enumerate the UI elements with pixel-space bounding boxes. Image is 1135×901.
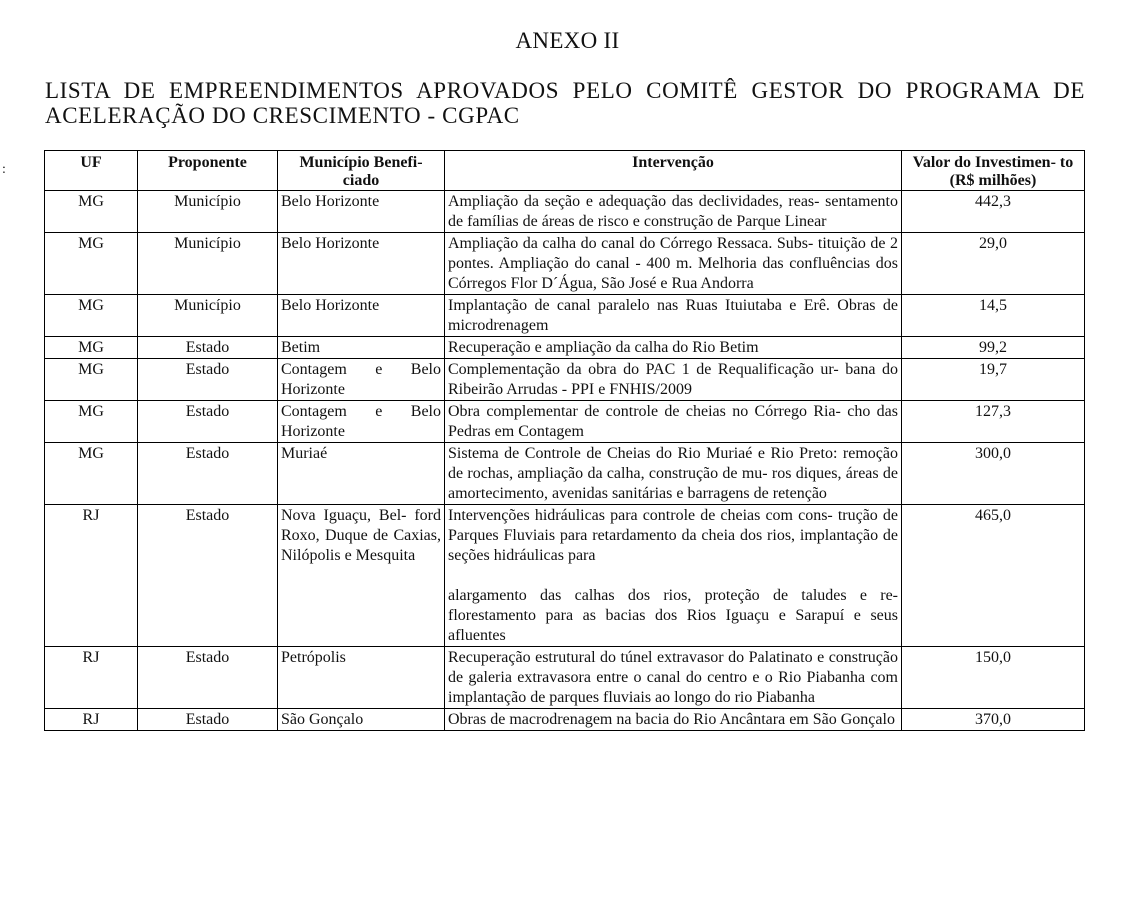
intervencao-part2: alargamento das calhas dos rios, proteção de taludes e re- florestamento para as bacias dos Rios Iguaçu e Sarapuí e seus afluentes: [448, 587, 898, 644]
cell-municipio: Nova Iguaçu, Bel- ford Roxo, Duque de Caxias, Nilópolis e Mesquita: [278, 505, 445, 647]
cell-intervencao: Ampliação da calha do canal do Córrego Ressaca. Subs- tituição de 2 pontes. Ampliação do canal - 400 m. Melhoria das confluências dos Córregos Flor D´Água, São José e Rua Andorra: [445, 233, 902, 295]
table-row: [45, 647, 1085, 709]
projects-table: [44, 150, 1085, 731]
cell-valor: 300,0: [902, 443, 1085, 505]
cell-uf: MG: [45, 359, 138, 401]
table-row: [45, 295, 1085, 337]
header-valor-line1: Valor do Investimen- to: [912, 154, 1074, 171]
table-row: [45, 191, 1085, 233]
cell-intervencao: Obra complementar de controle de cheias no Córrego Ria- cho das Pedras em Contagem: [445, 401, 902, 443]
cell-valor: 14,5: [902, 295, 1085, 337]
cell-valor: 29,0: [902, 233, 1085, 295]
cell-municipio: Belo Horizonte: [278, 295, 445, 337]
cell-valor: 99,2: [902, 337, 1085, 359]
cell-intervencao: Complementação da obra do PAC 1 de Requalificação ur- bana do Ribeirão Arrudas - PPI e FNHIS/2009: [445, 359, 902, 401]
cell-uf: RJ: [45, 505, 138, 647]
cell-proponente: Estado: [138, 359, 278, 401]
table-header-row: [45, 151, 1085, 191]
cell-proponente: Estado: [138, 337, 278, 359]
margin-mark: :: [2, 162, 6, 177]
cell-valor: 150,0: [902, 647, 1085, 709]
cell-intervencao: Sistema de Controle de Cheias do Rio Muriaé e Rio Preto: remoção de rochas, ampliação da calha, construção de mu- ros diques, áreas de amortecimento, avenidas sanitárias e barragens de retenção: [445, 443, 902, 505]
cell-uf: MG: [45, 401, 138, 443]
table-row: [45, 233, 1085, 295]
cell-municipio: Belo Horizonte: [278, 191, 445, 233]
cell-proponente: Estado: [138, 443, 278, 505]
cell-uf: RJ: [45, 647, 138, 709]
header-municipio: Município Benefi- ciado: [278, 151, 445, 191]
table-row: [45, 709, 1085, 731]
cell-valor: 465,0: [902, 505, 1085, 647]
cell-intervencao: Recuperação estrutural do túnel extravasor do Palatinato e construção de galeria extravasora entre o canal do centro e o Rio Piabanha com implantação de parques fluviais ao longo do rio Piabanha: [445, 647, 902, 709]
cell-proponente: Estado: [138, 647, 278, 709]
cell-proponente: Município: [138, 191, 278, 233]
table-row: [45, 337, 1085, 359]
cell-intervencao: Obras de macrodrenagem na bacia do Rio Ancântara em São Gonçalo: [445, 709, 902, 731]
table-row: [45, 401, 1085, 443]
cell-municipio: São Gonçalo: [278, 709, 445, 731]
header-valor-line2: (R$ milhões): [949, 172, 1037, 189]
header-uf: UF: [45, 151, 138, 191]
cell-valor: 370,0: [902, 709, 1085, 731]
header-valor: [902, 151, 1085, 191]
cell-municipio: Betim: [278, 337, 445, 359]
table-row: [45, 443, 1085, 505]
cell-intervencao: Implantação de canal paralelo nas Ruas Ituiutaba e Erê. Obras de microdrenagem: [445, 295, 902, 337]
cell-uf: MG: [45, 233, 138, 295]
cell-valor: 19,7: [902, 359, 1085, 401]
header-proponente: Proponente: [138, 151, 278, 191]
cell-municipio: Petrópolis: [278, 647, 445, 709]
cell-valor: 442,3: [902, 191, 1085, 233]
cell-proponente: Estado: [138, 505, 278, 647]
cell-municipio: Muriaé: [278, 443, 445, 505]
cell-uf: MG: [45, 337, 138, 359]
cell-intervencao: Ampliação da seção e adequação das declividades, reas- sentamento de famílias de áreas de risco e construção de Parque Linear: [445, 191, 902, 233]
cell-proponente: Estado: [138, 401, 278, 443]
cell-valor: 127,3: [902, 401, 1085, 443]
cell-intervencao: Recuperação e ampliação da calha do Rio Betim: [445, 337, 902, 359]
cell-municipio: Contagem e Belo Horizonte: [278, 401, 445, 443]
intervencao-part1: Intervenções hidráulicas para controle de cheias com cons- trução de Parques Fluviais para retardamento da cheia dos rios, implantação de seções hidráulicas para: [448, 507, 898, 564]
cell-uf: RJ: [45, 709, 138, 731]
paragraph-gap: [448, 566, 898, 586]
cell-uf: MG: [45, 443, 138, 505]
annex-heading: ANEXO II: [515, 28, 620, 53]
cell-municipio: Contagem e Belo Horizonte: [278, 359, 445, 401]
header-intervencao: Intervenção: [445, 151, 902, 191]
table-row: [45, 505, 1085, 647]
cell-proponente: Estado: [138, 709, 278, 731]
document-title: LISTA DE EMPREENDIMENTOS APROVADOS PELO COMITÊ GESTOR DO PROGRAMA DE ACELERAÇÃO DO CRESCIMENTO - CGPAC: [45, 78, 1085, 128]
cell-uf: MG: [45, 191, 138, 233]
cell-uf: MG: [45, 295, 138, 337]
cell-intervencao: [445, 505, 902, 647]
table-row: [45, 359, 1085, 401]
cell-municipio: Belo Horizonte: [278, 233, 445, 295]
cell-proponente: Município: [138, 233, 278, 295]
cell-proponente: Município: [138, 295, 278, 337]
